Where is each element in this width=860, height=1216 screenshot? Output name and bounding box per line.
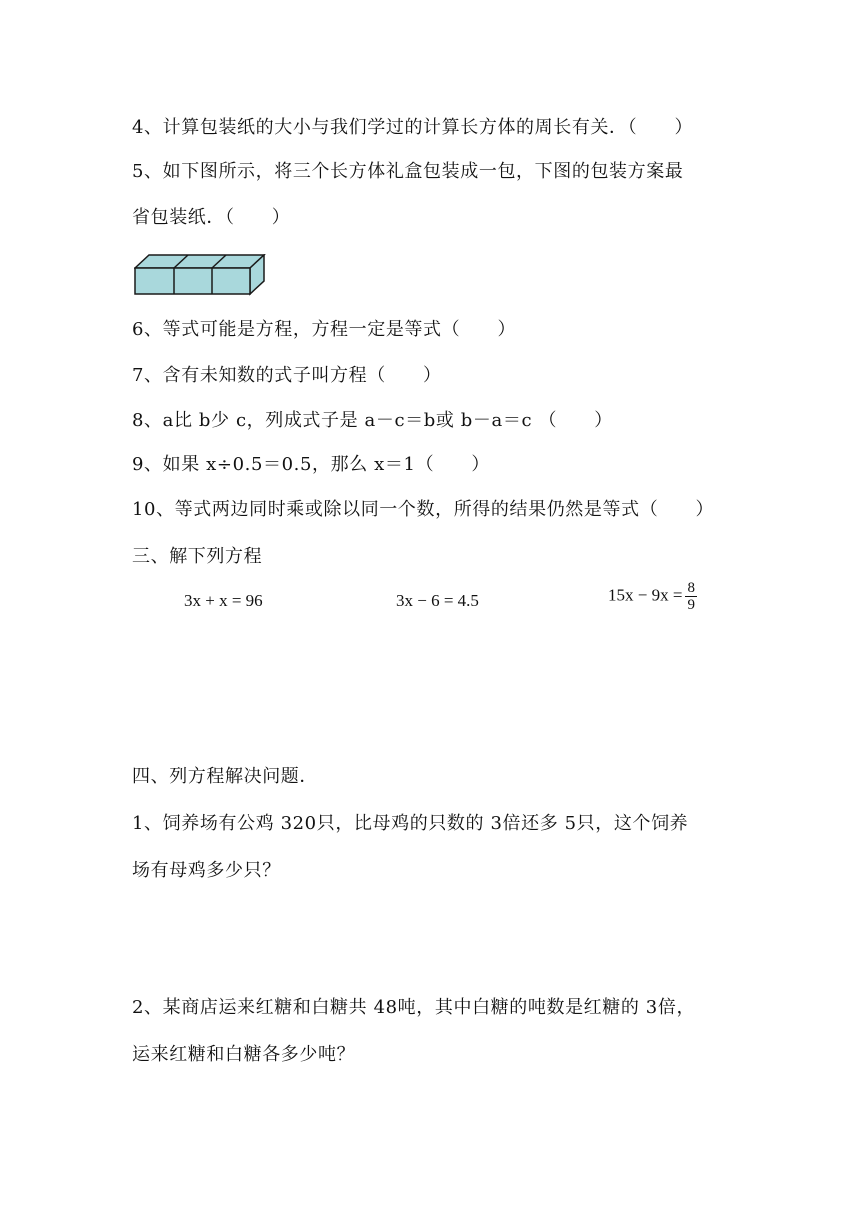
fraction-numerator: 8 — [687, 580, 695, 596]
question-9: 9、如果 x÷0.5＝0.5，那么 x＝1（ ） — [132, 454, 490, 475]
question-4: 4、计算包装纸的大小与我们学过的计算长方体的周长有关．（ ） — [132, 117, 694, 138]
question-7: 7、含有未知数的式子叫方程（ ） — [132, 365, 442, 386]
question-8: 8、a比 b少 c，列成式子是 a－c＝b或 b－a＝c （ ） — [132, 410, 613, 431]
question-10: 10、等式两边同时乘或除以同一个数，所得的结果仍然是等式（ ） — [132, 499, 715, 520]
section-4-title: 四、列方程解决问题． — [132, 766, 318, 787]
problem-1-line-2: 场有母鸡多少只？ — [132, 860, 281, 881]
equation-3 — [608, 580, 697, 613]
question-6: 6、等式可能是方程，方程一定是等式（ ） — [132, 319, 517, 340]
question-5-line-1: 5、如下图所示，将三个长方体礼盒包装成一包，下图的包装方案最 — [132, 161, 684, 182]
problem-1-line-1: 1、饲养场有公鸡 320只，比母鸡的只数的 3倍还多 5只，这个饲养 — [132, 813, 689, 834]
fraction — [685, 580, 697, 613]
equation-2: 3x − 6 = 4.5 — [396, 591, 479, 610]
equation-1: 3x + x = 96 — [184, 591, 263, 610]
problem-2-line-2: 运来红糖和白糖各多少吨？ — [132, 1044, 356, 1065]
section-3-title: 三、解下列方程 — [132, 546, 263, 567]
equation-3-left: 15x − 9x = — [608, 585, 683, 605]
problem-2-line-1: 2、某商店运来红糖和白糖共 48吨，其中白糖的吨数是红糖的 3倍， — [132, 997, 696, 1018]
fraction-denominator: 9 — [687, 597, 695, 613]
three-boxes-figure — [134, 254, 266, 296]
question-5-line-2: 省包装纸．（ ） — [132, 207, 291, 228]
